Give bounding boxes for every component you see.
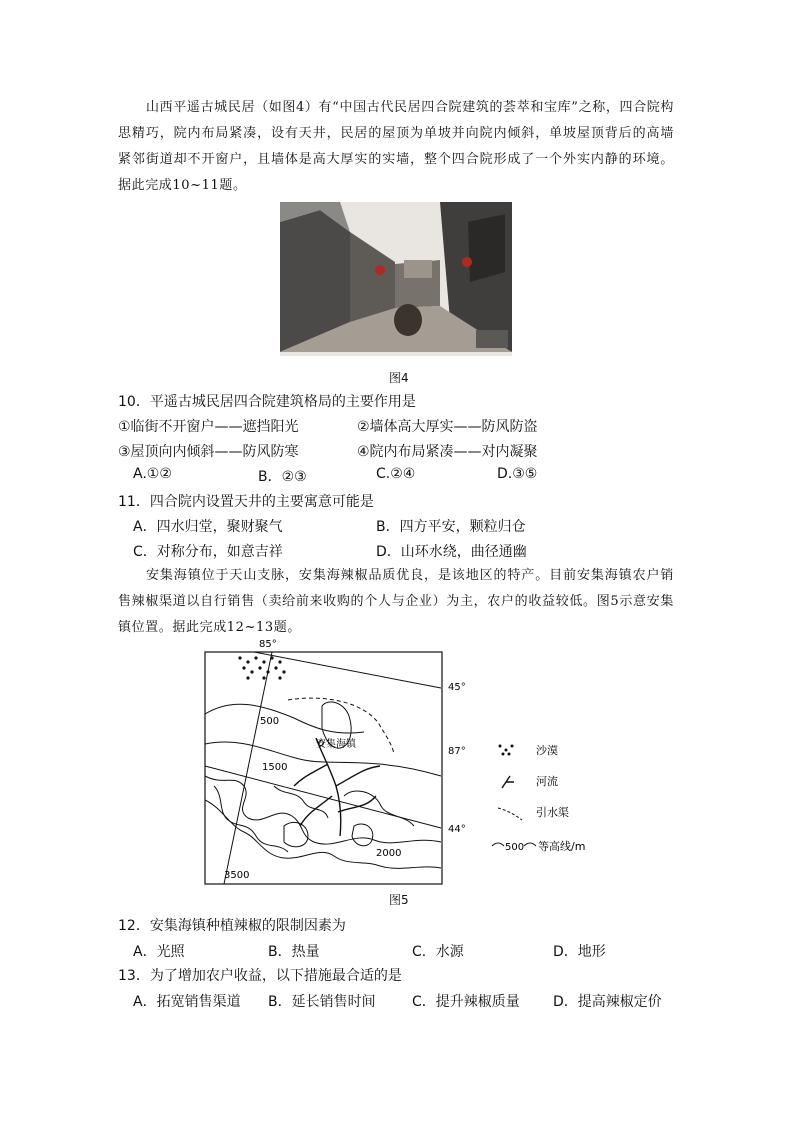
q13-option-b[interactable]: B．延长销售时间 — [268, 994, 376, 1010]
contour-2000-label: 2000 — [376, 848, 402, 859]
legend-river-label: 河流 — [536, 775, 558, 788]
town-label: 安集海镇 — [316, 739, 356, 750]
q10-item-4: ④院内布局紧凑——对内凝聚 — [357, 444, 538, 460]
courtyard-photo — [280, 202, 512, 356]
contour-3500-label: 3500 — [224, 870, 250, 881]
q10-item-2: ②墙体高大厚实——防风防盗 — [357, 419, 538, 435]
q12-option-a[interactable]: A．光照 — [133, 944, 185, 960]
q11-option-a[interactable]: A．四水归堂，聚财聚气 — [133, 519, 283, 535]
legend-canal-label: 引水渠 — [536, 806, 569, 819]
figure-5-caption: 图5 — [389, 893, 409, 907]
lon-87-label: 87° — [448, 746, 466, 757]
lon-85-label: 85° — [259, 639, 277, 650]
q11-option-c[interactable]: C．对称分布，如意吉祥 — [133, 544, 283, 560]
q13-option-c[interactable]: C．提升辣椒质量 — [412, 994, 520, 1010]
q12-option-c[interactable]: C．水源 — [412, 944, 464, 960]
legend-contour-label: 等高线/m — [538, 840, 586, 853]
contour-500-label: 500 — [260, 716, 280, 727]
q12-option-b[interactable]: B．热量 — [268, 944, 320, 960]
q11-option-d[interactable]: D．山环水绕，曲径通幽 — [376, 544, 527, 560]
q10-option-d[interactable]: D.③⑤ — [497, 466, 538, 482]
legend-contour-number: 500 — [505, 842, 525, 853]
map-legend — [492, 743, 585, 853]
figure-5-map — [204, 636, 604, 888]
question-13-stem: 13．为了增加农户收益，以下措施最合适的是 — [118, 968, 402, 984]
q10-option-a[interactable]: A.①② — [133, 466, 172, 482]
q12-option-d[interactable]: D．地形 — [553, 944, 606, 960]
question-10-stem: 10．平遥古城民居四合院建筑格局的主要作用是 — [118, 394, 416, 410]
legend-desert-label: 沙漠 — [536, 744, 558, 757]
q10-item-3: ③屋顶向内倾斜——防风防寒 — [118, 444, 299, 460]
q10-option-b[interactable]: B．②③ — [258, 469, 307, 485]
q10-item-1: ①临街不开窗户——遮挡阳光 — [118, 419, 299, 435]
q10-option-c[interactable]: C.②④ — [376, 466, 416, 482]
question-11-stem: 11．四合院内设置天井的主要寓意可能是 — [118, 494, 374, 510]
intro-paragraph-2: 安集海镇位于天山支脉，安集海辣椒品质优良，是该地区的特产。目前安集海镇农户销售辣椒渠道以自行销售（卖给前来收购的个人与企业）为主，农户的收益较低。图5示意安集镇位置。据此完成12~13题。 — [118, 568, 674, 635]
q11-option-b[interactable]: B．四方平安，颗粒归仓 — [376, 519, 526, 535]
contour-1500-label: 1500 — [262, 762, 288, 773]
lat-44-label: 44° — [448, 824, 466, 835]
q13-option-a[interactable]: A．拓宽销售渠道 — [133, 994, 241, 1010]
intro-paragraph-1: 山西平遥古城民居（如图4）有“中国古代民居四合院建筑的荟萃和宝库”之称，四合院构思精巧，院内布局紧凑，设有天井，民居的屋顶为单坡并向院内倾斜，单坡屋顶背后的高墙紧邻街道却不开窗户，且墙体是高大厚实的实墙，整个四合院形成了一个外实内静的环境。据此完成10~11题。 — [118, 100, 674, 193]
lat-45-label: 45° — [448, 682, 466, 693]
q13-option-d[interactable]: D．提高辣椒定价 — [553, 994, 662, 1010]
figure-4-caption: 图4 — [389, 371, 409, 385]
question-12-stem: 12．安集海镇种植辣椒的限制因素为 — [118, 918, 346, 934]
